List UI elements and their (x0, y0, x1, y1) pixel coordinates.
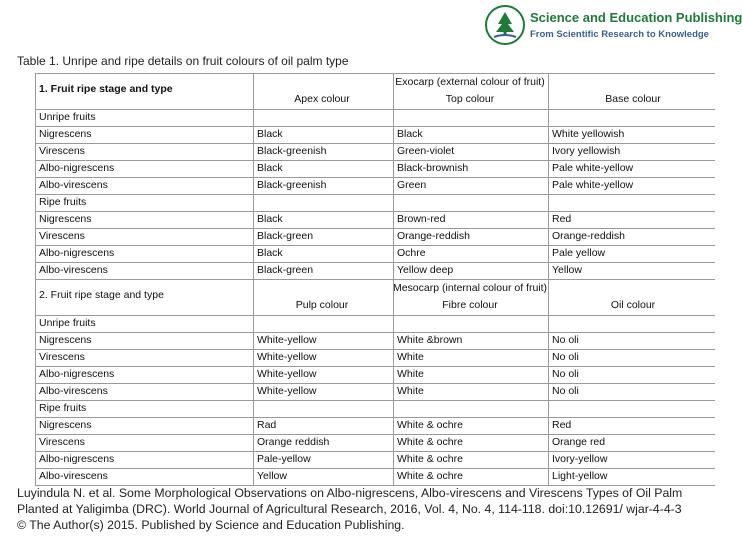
table-cell: Black (257, 128, 283, 140)
table-cell: Light-yellow (552, 470, 608, 482)
table-cell: Pale yellow (552, 247, 606, 259)
table-cell: Yellow deep (397, 264, 454, 276)
row-divider (35, 262, 715, 263)
column-divider (548, 279, 549, 485)
row-divider (35, 73, 715, 74)
table-cell: Yellow (257, 470, 287, 482)
row-header: 2. Fruit ripe stage and type (39, 289, 164, 301)
row-label: Albo-nigrescens (39, 247, 115, 259)
row-divider (35, 349, 715, 350)
table-cell: Orange red (552, 436, 606, 448)
row-divider (35, 400, 715, 401)
row-label: Virescens (39, 145, 85, 157)
table-cell: Pale-yellow (257, 453, 311, 465)
table-cell: Yellow (552, 264, 582, 276)
row-label: Albo-nigrescens (39, 453, 115, 465)
table-cell: White & ochre (397, 419, 463, 431)
table-cell: Brown-red (397, 213, 446, 225)
table-cell: Red (552, 419, 572, 431)
row-label: Virescens (39, 351, 85, 363)
group-header: Mesocarp (internal colour of fruit) (392, 282, 548, 294)
row-divider (35, 434, 715, 435)
table-cell: No oli (552, 351, 579, 363)
table-cell: Green (397, 179, 427, 191)
column-divider (393, 279, 394, 485)
group-label: Unripe fruits (39, 111, 96, 123)
table-cell: White-yellow (257, 385, 317, 397)
row-divider (35, 332, 715, 333)
row-divider (35, 228, 715, 229)
row-divider (35, 211, 715, 212)
publisher-name: Science and Education Publishing (530, 10, 742, 25)
table-cell: Pale white-yellow (552, 162, 634, 174)
table-cell: Black (397, 128, 423, 140)
table-cell: Ochre (397, 247, 426, 259)
row-divider (35, 383, 715, 384)
column-divider (35, 279, 36, 485)
table-cell: Orange reddish (257, 436, 330, 448)
table-cell: White yellowish (552, 128, 625, 140)
table-cell: Black-brownish (397, 162, 469, 174)
group-header: Exocarp (external colour of fruit) (395, 76, 545, 88)
row-divider (35, 194, 715, 195)
row-divider (35, 143, 715, 144)
table-cell: Black-greenish (257, 179, 327, 191)
column-header: Fibre colour (442, 299, 498, 311)
fruit-colour-table (35, 73, 715, 482)
table-cell: Green-violet (397, 145, 455, 157)
row-label: Nigrescens (39, 128, 92, 140)
table-cell: Black-greenish (257, 145, 327, 157)
table-cell: Orange-reddish (397, 230, 470, 242)
table-cell: White & ochre (397, 436, 463, 448)
row-divider (35, 468, 715, 469)
column-divider (253, 279, 254, 485)
row-divider (35, 366, 715, 367)
table-cell: White-yellow (257, 351, 317, 363)
table-cell: White & ochre (397, 453, 463, 465)
citation-text: Luyindula N. et al. Some Morphological Observations on Albo-nigrescens, Albo-virescens and Virescens Types of Oil Palm Planted at Yaligimba (DRC). World Journal of Agricultural Research, 2016, Vol. 4, No. 4, 114-118. doi:10.12691/ wjar-4-4-3 (17, 486, 683, 516)
row-label: Albo-virescens (39, 385, 108, 397)
row-divider (35, 126, 715, 127)
column-divider (253, 73, 254, 279)
row-label: Virescens (39, 436, 85, 448)
table-cell: Ivory-yellow (552, 453, 608, 465)
table-cell: White &brown (397, 334, 463, 346)
column-divider (548, 73, 549, 279)
row-label: Albo-virescens (39, 179, 108, 191)
table-cell: White-yellow (257, 368, 317, 380)
table-cell: No oli (552, 334, 579, 346)
citation-footer (17, 485, 707, 533)
row-divider (35, 245, 715, 246)
row-divider (35, 177, 715, 178)
group-label: Ripe fruits (39, 196, 87, 208)
row-label: Albo-nigrescens (39, 368, 115, 380)
row-divider (35, 417, 715, 418)
row-divider (35, 451, 715, 452)
column-header: Apex colour (294, 93, 350, 105)
table-cell: No oli (552, 368, 579, 380)
table-cell: Orange-reddish (552, 230, 625, 242)
table-cell: Pale white-yellow (552, 179, 634, 191)
group-label: Ripe fruits (39, 402, 87, 414)
publisher-logo (484, 4, 742, 46)
publisher-tagline: From Scientific Research to Knowledge (530, 29, 709, 40)
column-divider (393, 73, 394, 279)
copyright-text: © The Author(s) 2015. Published by Science and Education Publishing. (17, 518, 405, 532)
column-header: Base colour (605, 93, 661, 105)
row-label: Nigrescens (39, 213, 92, 225)
row-divider (35, 109, 715, 110)
row-label: Nigrescens (39, 419, 92, 431)
column-header: Oil colour (610, 299, 656, 311)
row-divider (35, 315, 715, 316)
row-label: Albo-virescens (39, 264, 108, 276)
column-divider (35, 73, 36, 279)
table-cell: Rad (257, 419, 277, 431)
row-label: Nigrescens (39, 334, 92, 346)
row-divider (35, 160, 715, 161)
table-cell: No oli (552, 385, 579, 397)
row-label: Albo-virescens (39, 470, 108, 482)
table-cell: Black (257, 213, 283, 225)
table-cell: White (397, 385, 424, 397)
table-cell: White & ochre (397, 470, 463, 482)
table-cell: Black (257, 247, 283, 259)
table-cell: Black (257, 162, 283, 174)
table-cell: White-yellow (257, 334, 317, 346)
table-cell: White (397, 351, 424, 363)
table-cell: Ivory yellowish (552, 145, 621, 157)
group-label: Unripe fruits (39, 317, 96, 329)
tree-book-icon (484, 4, 526, 46)
table-caption: Table 1. Unripe and ripe details on fruit colours of oil palm type (17, 54, 349, 68)
table-cell: Black-green (257, 264, 314, 276)
column-header: Top colour (445, 93, 495, 105)
table-cell: Red (552, 213, 572, 225)
row-divider (35, 279, 715, 280)
row-label: Albo-nigrescens (39, 162, 115, 174)
row-label: Virescens (39, 230, 85, 242)
row-header: 1. Fruit ripe stage and type (39, 83, 173, 95)
table-cell: Black-green (257, 230, 314, 242)
table-cell: White (397, 368, 424, 380)
column-header: Pulp colour (295, 299, 349, 311)
